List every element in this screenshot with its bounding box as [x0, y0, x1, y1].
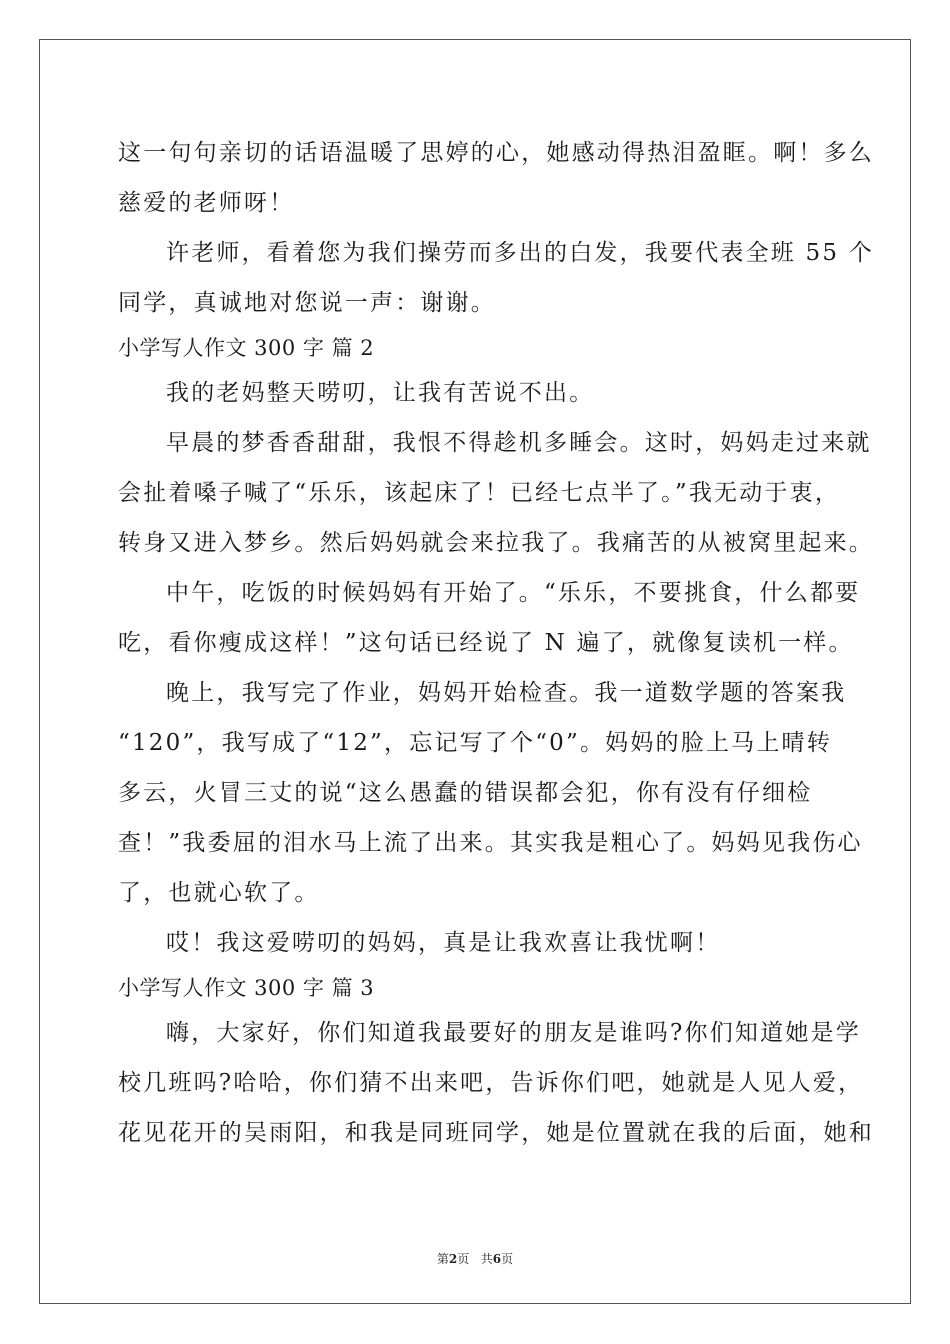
paragraph-line: 花见花开的吴雨阳，和我是同班同学，她是位置就在我的后面，她和 — [118, 1120, 874, 1146]
paragraph-line: 晚上，我写完了作业，妈妈开始检查。我一道数学题的答案我 — [166, 680, 847, 706]
document-body — [118, 128, 874, 1158]
page-footer — [0, 1250, 950, 1267]
paragraph-line: 中午，吃饭的时候妈妈有开始了。“乐乐，不要挑食，什么都要 — [166, 580, 861, 606]
paragraph-line: 早晨的梦香香甜甜，我恨不得趁机多睡会。这时，妈妈走过来就 — [166, 430, 872, 456]
footer-page-suffix: 页 — [457, 1252, 470, 1266]
footer-page-number: 2 — [448, 1252, 458, 1266]
footer-page-prefix: 第 — [436, 1252, 449, 1266]
paragraph-line: 转身又进入梦乡。然后妈妈就会来拉我了。我痛苦的从被窝里起来。 — [118, 530, 874, 556]
paragraph-line: 了，也就心软了。 — [118, 880, 320, 906]
paragraph-line: 查！”我委屈的泪水马上流了出来。其实我是粗心了。妈妈见我伤心 — [118, 830, 863, 856]
footer-total-pages: 6 — [492, 1252, 502, 1266]
paragraph-line: 我的老妈整天唠叨，让我有苦说不出。 — [166, 380, 595, 406]
paragraph-line: 哎！我这爱唠叨的妈妈，真是让我欢喜让我忧啊！ — [166, 930, 721, 956]
paragraph-line: 同学，真诚地对您说一声：谢谢。 — [118, 290, 496, 316]
footer-total-prefix: 共 — [480, 1252, 493, 1266]
paragraph-line: 嗨，大家好，你们知道我最要好的朋友是谁吗?你们知道她是学 — [166, 1020, 861, 1046]
paragraph-line: 会扯着嗓子喊了“乐乐，该起床了！已经七点半了。”我无动于衷， — [118, 480, 841, 506]
paragraph-line: 这一句句亲切的话语温暖了思婷的心，她感动得热泪盈眶。啊！多么 — [118, 140, 874, 166]
paragraph-line: 校几班吗?哈哈，你们猜不出来吧，告诉你们吧，她就是人见人爱， — [118, 1070, 864, 1096]
paragraph-line: 吃，看你瘦成这样！”这句话已经说了 N 遍了，就像复读机一样。 — [118, 630, 854, 656]
paragraph-line: 多云，火冒三丈的说“这么愚蠢的错误都会犯，你有没有仔细检 — [118, 780, 813, 806]
section-heading: 小学写人作文 300 字 篇 2 — [118, 336, 375, 360]
footer-total-suffix: 页 — [501, 1252, 514, 1266]
paragraph-line: 许老师，看着您为我们操劳而多出的白发，我要代表全班 55 个 — [166, 240, 874, 266]
paragraph-line: 慈爱的老师呀！ — [118, 190, 295, 216]
paragraph-line: “120”，我写成了“12”，忘记写了个“0”。妈妈的脸上马上晴转 — [118, 730, 832, 756]
section-heading: 小学写人作文 300 字 篇 3 — [118, 976, 375, 1000]
